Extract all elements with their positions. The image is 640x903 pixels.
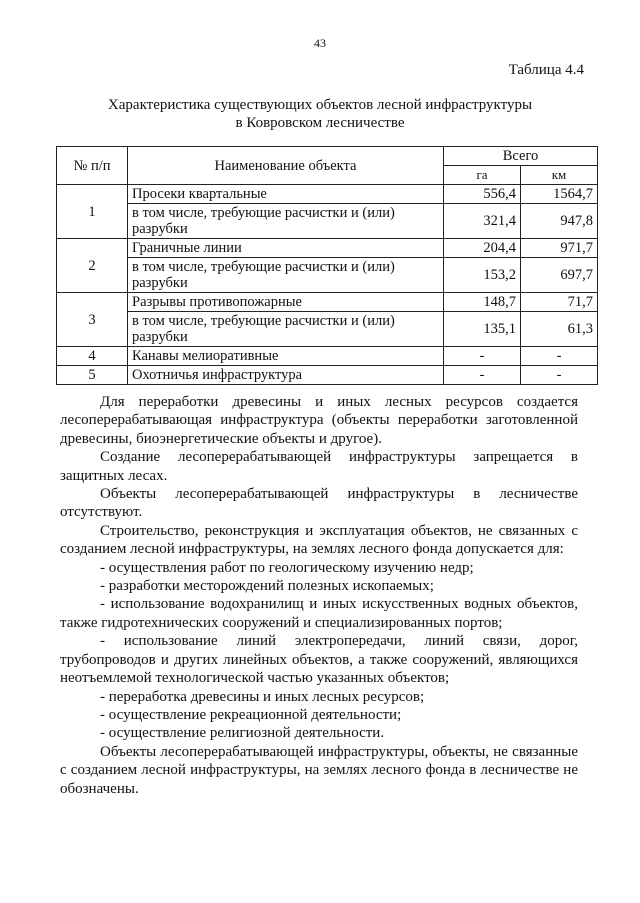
value-ha: - — [444, 366, 521, 385]
paragraph: Строительство, реконструкция и эксплуатация объектов, не связанных с созданием лесной инфраструктуры, на землях лесного фонда допускается для: — [60, 522, 578, 558]
table-row — [57, 347, 598, 366]
value-km: 71,7 — [521, 293, 598, 312]
table-label: Таблица 4.4 — [508, 62, 584, 78]
row-num: 4 — [57, 347, 128, 366]
table-row — [57, 239, 598, 258]
value-ha: 556,4 — [444, 185, 521, 204]
object-name: в том числе, требующие расчистки и (или) разрубки — [128, 258, 444, 293]
table-row — [57, 185, 598, 204]
value-km: 947,8 — [521, 204, 598, 239]
table-row — [57, 366, 598, 385]
table-caption — [0, 96, 640, 132]
header-km: км — [521, 166, 598, 185]
header-name: Наименование объекта — [128, 147, 444, 185]
value-km: - — [521, 366, 598, 385]
infrastructure-table — [56, 146, 598, 385]
value-km: 1564,7 — [521, 185, 598, 204]
value-ha: 204,4 — [444, 239, 521, 258]
value-km: - — [521, 347, 598, 366]
list-item: - переработка древесины и иных лесных ресурсов; — [100, 688, 425, 705]
paragraph: Объекты лесоперерабатывающей инфраструктуры в лесничестве отсутствуют. — [60, 486, 578, 521]
value-ha: 153,2 — [444, 258, 521, 293]
body-text — [60, 393, 578, 798]
object-name: Разрывы противопожарные — [128, 293, 444, 312]
row-num: 1 — [57, 185, 128, 239]
header-num: № п/п — [57, 147, 128, 185]
value-km: 61,3 — [521, 312, 598, 347]
caption-line: Характеристика существующих объектов лесной инфраструктуры — [107, 97, 533, 113]
list-item: - использование водохранилищ и иных искусственных водных объектов, также гидротехнических сооружений и специализированных портов; — [60, 596, 578, 631]
object-name: Охотничья инфраструктура — [128, 366, 444, 385]
value-ha: 148,7 — [444, 293, 521, 312]
value-ha: 321,4 — [444, 204, 521, 239]
list-item: - использование линий электропередачи, линий связи, дорог, трубопроводов и других линейных объектов, а также сооружений, являющихся неотъемлемой технологической частью указанных объектов; — [60, 633, 578, 687]
object-name: в том числе, требующие расчистки и (или) разрубки — [128, 204, 444, 239]
list-item: - осуществление религиозной деятельности. — [100, 725, 385, 742]
table-row — [57, 312, 598, 347]
value-km: 697,7 — [521, 258, 598, 293]
value-ha: - — [444, 347, 521, 366]
header-total: Всего — [444, 147, 598, 166]
table-row — [57, 204, 598, 239]
page-number: 43 — [314, 36, 326, 50]
value-km: 971,7 — [521, 239, 598, 258]
list-item: - разработки месторождений полезных ископаемых; — [100, 578, 434, 595]
row-num: 2 — [57, 239, 128, 293]
list-item: - осуществление рекреационной деятельности; — [100, 706, 402, 723]
value-ha: 135,1 — [444, 312, 521, 347]
object-name: Просеки квартальные — [128, 185, 444, 204]
row-num: 5 — [57, 366, 128, 385]
object-name: Канавы мелиоративные — [128, 347, 444, 366]
caption-line: в Ковровском лесничестве — [235, 115, 405, 131]
row-num: 3 — [57, 293, 128, 347]
paragraph: Для переработки древесины и иных лесных ресурсов создается лесоперерабатывающая инфраструктура (объекты переработки заготовленной древесины, биоэнергетические объекты и другое). — [60, 394, 578, 447]
table-row — [57, 258, 598, 293]
object-name: Граничные линии — [128, 239, 444, 258]
paragraph: Объекты лесоперерабатывающей инфраструктуры, объекты, не связанные с созданием лесной инфраструктуры, на землях лесного фонда в лесничестве не обозначены. — [60, 743, 578, 797]
object-name: в том числе, требующие расчистки и (или) разрубки — [128, 312, 444, 347]
list-item: - осуществления работ по геологическому изучению недр; — [100, 559, 474, 576]
header-ha: га — [444, 166, 521, 185]
table-row — [57, 293, 598, 312]
paragraph: Создание лесоперерабатывающей инфраструктуры запрещается в защитных лесах. — [60, 449, 578, 484]
